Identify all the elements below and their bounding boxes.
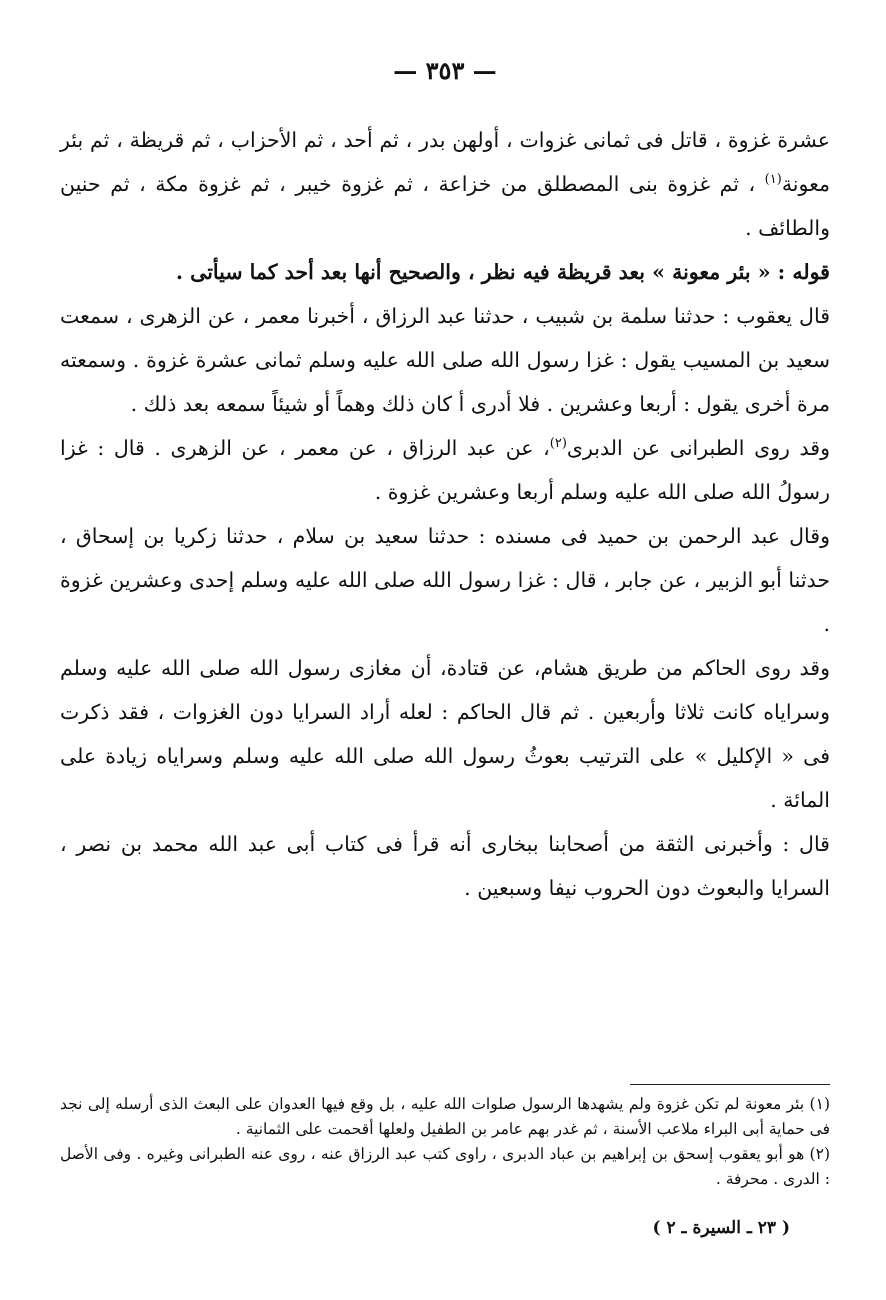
paragraph-7: قال : وأخبرنى الثقة من أصحابنا ببخارى أنه قرأ فى كتاب أبى عبد الله محمد بن نصر ، السرايا والبعوث دون الحروب نيفا وسبعين . [60,832,830,900]
paragraph-1 [60,118,830,250]
footnote-divider [630,1084,830,1085]
paragraph-4 [60,426,830,514]
paragraph-1-part-a: عشرة غزوة ، قاتل فى ثمانى غزوات ، أولهن بدر ، ثم أحد ، ثم الأحزاب ، ثم قريظة ، ثم بئر معونة [60,128,830,196]
paragraph-1-part-b: ، ثم غزوة بنى المصطلق من خزاعة ، ثم غزوة خيبر ، ثم غزوة مكة ، ثم حنين والطائف . [60,172,830,240]
footnote-ref-1[interactable]: (١) [764,172,782,188]
footnote-2: (٢) هو أبو يعقوب إسحق بن إبراهيم بن عباد الدبرى ، راوى كتب عبد الرزاق عنه ، روى عنه الطبرانى وغيره . وفى الأصل : الدرى . محرفة . [60,1145,830,1188]
page-number: — ٣٥٣ — [393,56,497,85]
footnote-ref-2[interactable]: (٢) [549,436,567,452]
main-text [60,118,830,910]
footnote-1: (١) بئر معونة لم تكن غزوة ولم يشهدها الرسول صلوات الله عليه ، بل وقع فيها العدوان على البعث الذى أرسله إلى نجد فى حماية أبى البراء ملاعب الأسنة ، ثم غدر بهم عامر بن الطفيل ولعلها أقحمت على الثمانية . [60,1095,830,1138]
book-page [60,0,830,1300]
paragraph-5: وقال عبد الرحمن بن حميد فى مسنده : حدثنا سعيد بن سلام ، حدثنا زكريا بن إسحاق ، حدثنا أبو الزبير ، عن جابر ، قال : غزا رسول الله صلى الله عليه وسلم إحدى وعشرين غزوة . [60,524,830,636]
paragraph-4-part-a: وقد روى الطبرانى عن الدبرى [566,436,830,460]
paragraph-6: وقد روى الحاكم من طريق هشام، عن قتادة، أن مغازى رسول الله صلى الله عليه وسلم وسراياه كانت ثلاثا وأربعين . ثم قال الحاكم : لعله أراد السرايا دون الغزوات ، فقد ذكرت فى « الإكليل » على الترتيب بعوثُ رسول الله صلى الله عليه وسلم وسراياه زيادة على المائة . [60,656,830,812]
paragraph-4-part-b: ، عن عبد الرزاق ، عن معمر ، عن الزهرى . قال : غزا رسولُ الله صلى الله عليه وسلم أربعا وعشرين غزوة . [60,436,830,504]
footnotes [60,1092,830,1192]
paragraph-3: قال يعقوب : حدثنا سلمة بن شبيب ، حدثنا عبد الرزاق ، أخبرنا معمر ، عن الزهرى ، سمعت سعيد بن المسيب يقول : غزا رسول الله صلى الله عليه وسلم ثمانى عشرة غزوة . وسمعته مرة أخرى يقول : أربعا وعشرين . فلا أدرى أ كان ذلك وهماً أو شيئاً سمعه بعد ذلك . [60,304,830,416]
paragraph-2: قوله : « بئر معونة » بعد قريظة فيه نظر ، والصحيح أنها بعد أحد كما سيأتى . [175,260,830,284]
signature-mark: ( ٢٣ ـ السيرة ـ ٢ ) [652,1218,790,1238]
